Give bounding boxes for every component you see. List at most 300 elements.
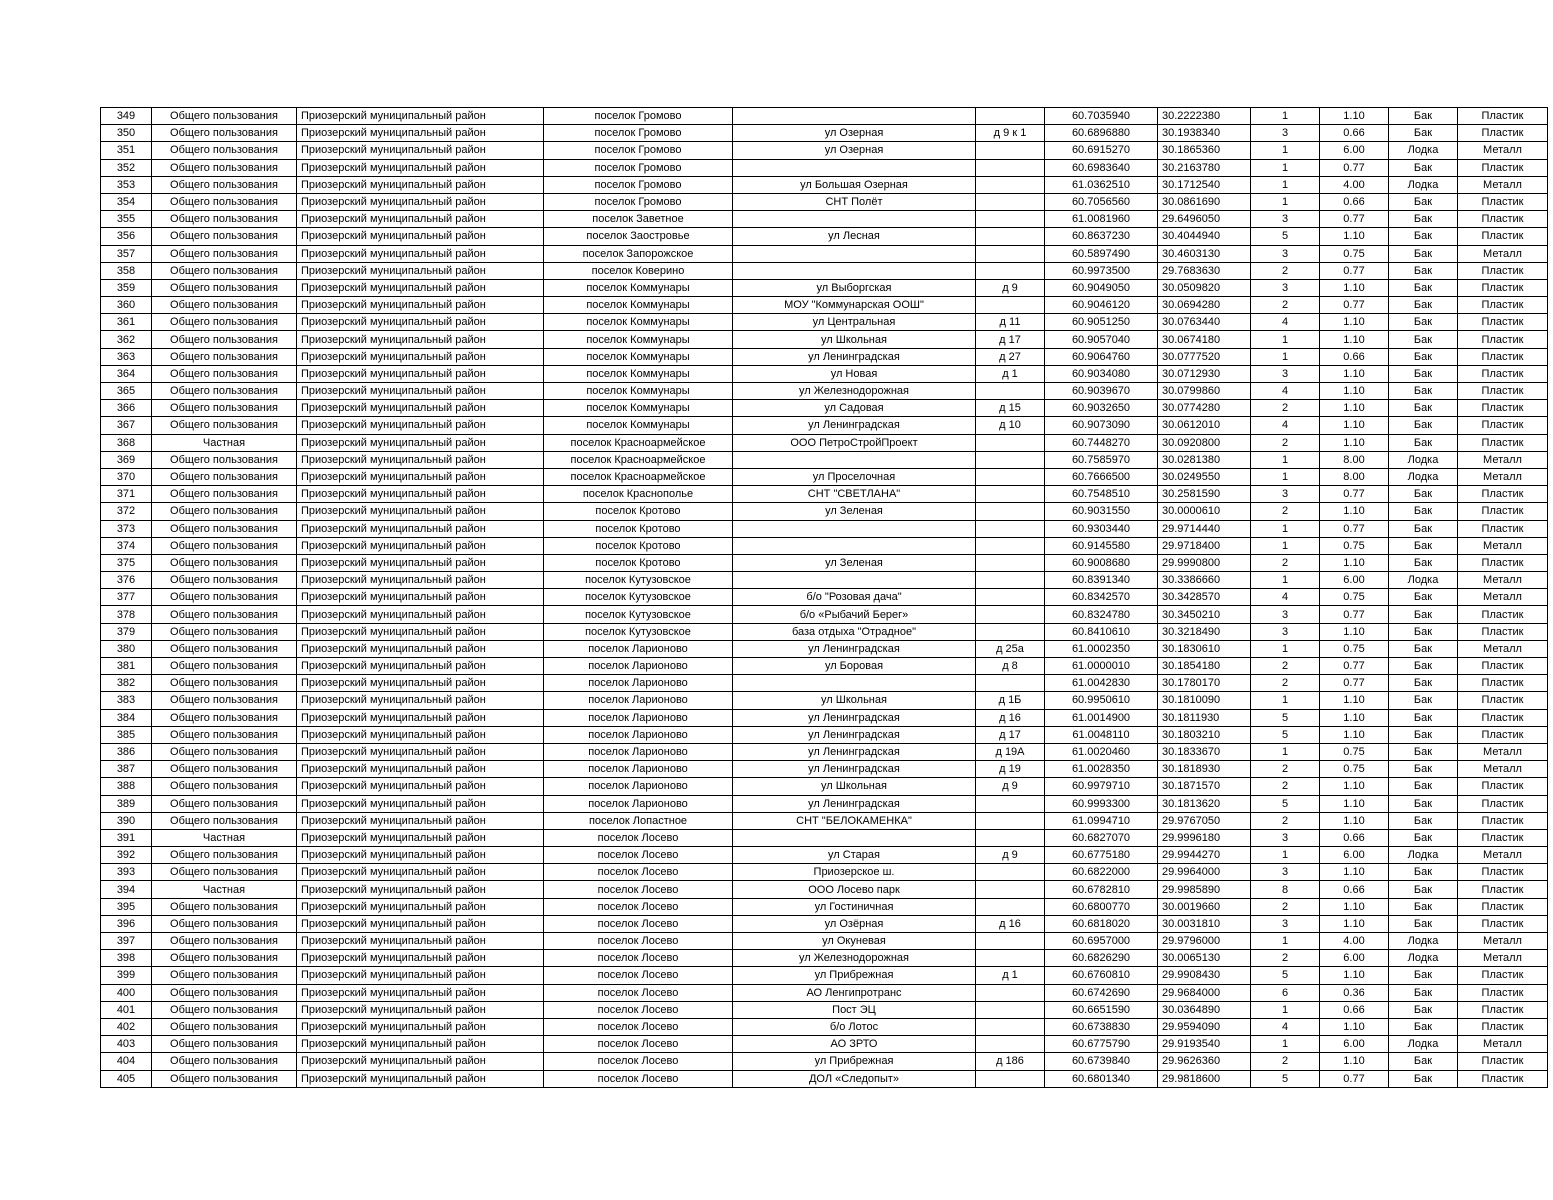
settlement-cell: поселок Коммунары bbox=[544, 383, 733, 400]
container-material-cell: Пластик bbox=[1458, 692, 1548, 709]
ownership-type-cell: Частная bbox=[152, 881, 297, 898]
district-cell: Приозерский муниципальный район bbox=[297, 1070, 544, 1087]
container-material-cell: Пластик bbox=[1458, 520, 1548, 537]
settlement-cell: поселок Красноармейское bbox=[544, 451, 733, 468]
house-number-cell: д 1 bbox=[976, 967, 1045, 984]
container-material-cell: Пластик bbox=[1458, 1018, 1548, 1035]
address-cell: ДОЛ «Следопыт» bbox=[733, 1070, 976, 1087]
container-type-cell: Лодка bbox=[1389, 142, 1458, 159]
latitude-cell: 60.9950610 bbox=[1045, 692, 1158, 709]
ownership-type-cell: Общего пользования bbox=[152, 572, 297, 589]
latitude-cell: 60.9993300 bbox=[1045, 795, 1158, 812]
longitude-cell: 29.9964000 bbox=[1158, 864, 1251, 881]
latitude-cell: 61.0000010 bbox=[1045, 658, 1158, 675]
address-cell: СНТ Полёт bbox=[733, 193, 976, 210]
table-row bbox=[101, 297, 1548, 314]
container-volume-cell: 6.00 bbox=[1320, 950, 1389, 967]
table-row bbox=[101, 108, 1548, 125]
latitude-cell: 60.8342570 bbox=[1045, 589, 1158, 606]
container-count-cell: 6 bbox=[1251, 984, 1320, 1001]
longitude-cell: 30.4603130 bbox=[1158, 245, 1251, 262]
ownership-type-cell: Общего пользования bbox=[152, 640, 297, 657]
district-cell: Приозерский муниципальный район bbox=[297, 503, 544, 520]
district-cell: Приозерский муниципальный район bbox=[297, 1018, 544, 1035]
settlement-cell: поселок Лосево bbox=[544, 1036, 733, 1053]
ownership-type-cell: Общего пользования bbox=[152, 933, 297, 950]
row-number-cell: 375 bbox=[101, 554, 152, 571]
row-number-cell: 387 bbox=[101, 761, 152, 778]
container-material-cell: Пластик bbox=[1458, 314, 1548, 331]
latitude-cell: 60.7666500 bbox=[1045, 468, 1158, 485]
settlement-cell: поселок Кротово bbox=[544, 537, 733, 554]
longitude-cell: 30.1818930 bbox=[1158, 761, 1251, 778]
ownership-type-cell: Общего пользования bbox=[152, 623, 297, 640]
longitude-cell: 30.1780170 bbox=[1158, 675, 1251, 692]
container-material-cell: Пластик bbox=[1458, 331, 1548, 348]
row-number-cell: 367 bbox=[101, 417, 152, 434]
container-count-cell: 3 bbox=[1251, 365, 1320, 382]
container-volume-cell: 4.00 bbox=[1320, 933, 1389, 950]
address-cell: база отдыха "Отрадное" bbox=[733, 623, 976, 640]
latitude-cell: 60.9008680 bbox=[1045, 554, 1158, 571]
container-count-cell: 2 bbox=[1251, 778, 1320, 795]
table-row bbox=[101, 812, 1548, 829]
container-type-cell: Бак bbox=[1389, 864, 1458, 881]
address-cell: СНТ "СВЕТЛАНА" bbox=[733, 486, 976, 503]
address-cell: Пост ЭЦ bbox=[733, 1001, 976, 1018]
ownership-type-cell: Общего пользования bbox=[152, 1001, 297, 1018]
container-type-cell: Бак bbox=[1389, 778, 1458, 795]
district-cell: Приозерский муниципальный район bbox=[297, 486, 544, 503]
settlement-cell: поселок Ларионово bbox=[544, 778, 733, 795]
house-number-cell: д 10 bbox=[976, 417, 1045, 434]
container-type-cell: Лодка bbox=[1389, 1036, 1458, 1053]
latitude-cell: 60.9057040 bbox=[1045, 331, 1158, 348]
latitude-cell: 60.6738830 bbox=[1045, 1018, 1158, 1035]
house-number-cell: д 19А bbox=[976, 743, 1045, 760]
container-type-cell: Бак bbox=[1389, 692, 1458, 709]
district-cell: Приозерский муниципальный район bbox=[297, 108, 544, 125]
container-count-cell: 3 bbox=[1251, 211, 1320, 228]
container-volume-cell: 0.66 bbox=[1320, 125, 1389, 142]
settlement-cell: поселок Ларионово bbox=[544, 726, 733, 743]
longitude-cell: 30.0612010 bbox=[1158, 417, 1251, 434]
row-number-cell: 396 bbox=[101, 915, 152, 932]
table-row bbox=[101, 228, 1548, 245]
container-volume-cell: 0.66 bbox=[1320, 348, 1389, 365]
district-cell: Приозерский муниципальный район bbox=[297, 348, 544, 365]
ownership-type-cell: Общего пользования bbox=[152, 847, 297, 864]
table-row bbox=[101, 623, 1548, 640]
settlement-cell: поселок Лосево bbox=[544, 933, 733, 950]
address-cell: СНТ "БЕЛОКАМЕНКА" bbox=[733, 812, 976, 829]
table-row bbox=[101, 881, 1548, 898]
address-cell: ул Ленинградская bbox=[733, 417, 976, 434]
ownership-type-cell: Общего пользования bbox=[152, 314, 297, 331]
address-cell: ул Школьная bbox=[733, 778, 976, 795]
district-cell: Приозерский муниципальный район bbox=[297, 761, 544, 778]
container-material-cell: Пластик bbox=[1458, 434, 1548, 451]
container-type-cell: Бак bbox=[1389, 417, 1458, 434]
latitude-cell: 60.6775180 bbox=[1045, 847, 1158, 864]
container-count-cell: 2 bbox=[1251, 761, 1320, 778]
table-row bbox=[101, 365, 1548, 382]
longitude-cell: 29.7683630 bbox=[1158, 262, 1251, 279]
container-material-cell: Пластик bbox=[1458, 383, 1548, 400]
address-cell: ул Выборгская bbox=[733, 279, 976, 296]
district-cell: Приозерский муниципальный район bbox=[297, 606, 544, 623]
longitude-cell: 29.9193540 bbox=[1158, 1036, 1251, 1053]
district-cell: Приозерский муниципальный район bbox=[297, 778, 544, 795]
settlement-cell: поселок Коммунары bbox=[544, 279, 733, 296]
address-cell: ул Ленинградская bbox=[733, 795, 976, 812]
container-material-cell: Пластик bbox=[1458, 829, 1548, 846]
longitude-cell: 29.9684000 bbox=[1158, 984, 1251, 1001]
container-volume-cell: 0.66 bbox=[1320, 1001, 1389, 1018]
container-material-cell: Металл bbox=[1458, 451, 1548, 468]
row-number-cell: 389 bbox=[101, 795, 152, 812]
ownership-type-cell: Общего пользования bbox=[152, 348, 297, 365]
container-count-cell: 1 bbox=[1251, 348, 1320, 365]
ownership-type-cell: Частная bbox=[152, 829, 297, 846]
ownership-type-cell: Общего пользования bbox=[152, 692, 297, 709]
address-cell: Приозерское ш. bbox=[733, 864, 976, 881]
address-cell: ул Лесная bbox=[733, 228, 976, 245]
container-count-cell: 1 bbox=[1251, 847, 1320, 864]
table-row bbox=[101, 503, 1548, 520]
ownership-type-cell: Общего пользования bbox=[152, 589, 297, 606]
latitude-cell: 60.8637230 bbox=[1045, 228, 1158, 245]
latitude-cell: 60.6957000 bbox=[1045, 933, 1158, 950]
address-cell bbox=[733, 451, 976, 468]
container-count-cell: 2 bbox=[1251, 262, 1320, 279]
container-count-cell: 2 bbox=[1251, 400, 1320, 417]
container-material-cell: Металл bbox=[1458, 1036, 1548, 1053]
house-number-cell bbox=[976, 933, 1045, 950]
address-cell: ул Прибрежная bbox=[733, 1053, 976, 1070]
container-type-cell: Бак bbox=[1389, 709, 1458, 726]
container-type-cell: Лодка bbox=[1389, 451, 1458, 468]
table-row bbox=[101, 984, 1548, 1001]
container-type-cell: Бак bbox=[1389, 331, 1458, 348]
container-volume-cell: 0.75 bbox=[1320, 589, 1389, 606]
row-number-cell: 381 bbox=[101, 658, 152, 675]
row-number-cell: 360 bbox=[101, 297, 152, 314]
house-number-cell bbox=[976, 159, 1045, 176]
settlement-cell: поселок Коммунары bbox=[544, 314, 733, 331]
ownership-type-cell: Общего пользования bbox=[152, 898, 297, 915]
ownership-type-cell: Общего пользования bbox=[152, 726, 297, 743]
longitude-cell: 29.9908430 bbox=[1158, 967, 1251, 984]
container-material-cell: Пластик bbox=[1458, 417, 1548, 434]
settlement-cell: поселок Кутузовское bbox=[544, 589, 733, 606]
longitude-cell: 30.0712930 bbox=[1158, 365, 1251, 382]
table-row bbox=[101, 142, 1548, 159]
latitude-cell: 60.6775790 bbox=[1045, 1036, 1158, 1053]
latitude-cell: 60.9064760 bbox=[1045, 348, 1158, 365]
address-cell: АО ЗРТО bbox=[733, 1036, 976, 1053]
container-volume-cell: 1.10 bbox=[1320, 778, 1389, 795]
container-material-cell: Пластик bbox=[1458, 658, 1548, 675]
district-cell: Приозерский муниципальный район bbox=[297, 537, 544, 554]
table-row bbox=[101, 795, 1548, 812]
latitude-cell: 60.6801340 bbox=[1045, 1070, 1158, 1087]
district-cell: Приозерский муниципальный район bbox=[297, 709, 544, 726]
table-row bbox=[101, 778, 1548, 795]
container-volume-cell: 1.10 bbox=[1320, 1018, 1389, 1035]
house-number-cell bbox=[976, 262, 1045, 279]
container-count-cell: 3 bbox=[1251, 125, 1320, 142]
table-row bbox=[101, 520, 1548, 537]
address-cell: ул Старая bbox=[733, 847, 976, 864]
settlement-cell: поселок Красноармейское bbox=[544, 434, 733, 451]
settlement-cell: поселок Кротово bbox=[544, 520, 733, 537]
container-material-cell: Пластик bbox=[1458, 228, 1548, 245]
longitude-cell: 30.0774280 bbox=[1158, 400, 1251, 417]
table-row bbox=[101, 761, 1548, 778]
district-cell: Приозерский муниципальный район bbox=[297, 193, 544, 210]
row-number-cell: 380 bbox=[101, 640, 152, 657]
house-number-cell bbox=[976, 675, 1045, 692]
container-count-cell: 2 bbox=[1251, 675, 1320, 692]
latitude-cell: 60.9303440 bbox=[1045, 520, 1158, 537]
container-material-cell: Пластик bbox=[1458, 1053, 1548, 1070]
container-count-cell: 4 bbox=[1251, 589, 1320, 606]
row-number-cell: 398 bbox=[101, 950, 152, 967]
container-count-cell: 1 bbox=[1251, 692, 1320, 709]
longitude-cell: 29.6496050 bbox=[1158, 211, 1251, 228]
house-number-cell: д 15 bbox=[976, 400, 1045, 417]
container-material-cell: Пластик bbox=[1458, 348, 1548, 365]
latitude-cell: 60.7585970 bbox=[1045, 451, 1158, 468]
district-cell: Приозерский муниципальный район bbox=[297, 967, 544, 984]
container-count-cell: 5 bbox=[1251, 709, 1320, 726]
settlement-cell: поселок Лосево bbox=[544, 1018, 733, 1035]
container-material-cell: Пластик bbox=[1458, 675, 1548, 692]
longitude-cell: 30.1810090 bbox=[1158, 692, 1251, 709]
row-number-cell: 356 bbox=[101, 228, 152, 245]
house-number-cell bbox=[976, 812, 1045, 829]
address-cell: ул Ленинградская bbox=[733, 709, 976, 726]
latitude-cell: 60.9979710 bbox=[1045, 778, 1158, 795]
address-cell: ул Новая bbox=[733, 365, 976, 382]
ownership-type-cell: Общего пользования bbox=[152, 279, 297, 296]
district-cell: Приозерский муниципальный район bbox=[297, 795, 544, 812]
ownership-type-cell: Общего пользования bbox=[152, 950, 297, 967]
longitude-cell: 29.9796000 bbox=[1158, 933, 1251, 950]
container-volume-cell: 6.00 bbox=[1320, 1036, 1389, 1053]
house-number-cell: д 25а bbox=[976, 640, 1045, 657]
house-number-cell: д 9 bbox=[976, 847, 1045, 864]
district-cell: Приозерский муниципальный район bbox=[297, 142, 544, 159]
container-type-cell: Бак bbox=[1389, 314, 1458, 331]
district-cell: Приозерский муниципальный район bbox=[297, 279, 544, 296]
latitude-cell: 60.6896880 bbox=[1045, 125, 1158, 142]
longitude-cell: 30.0763440 bbox=[1158, 314, 1251, 331]
district-cell: Приозерский муниципальный район bbox=[297, 331, 544, 348]
container-material-cell: Пластик bbox=[1458, 967, 1548, 984]
container-volume-cell: 1.10 bbox=[1320, 314, 1389, 331]
address-cell: ул Железнодорожная bbox=[733, 383, 976, 400]
district-cell: Приозерский муниципальный район bbox=[297, 245, 544, 262]
row-number-cell: 361 bbox=[101, 314, 152, 331]
address-cell: ул Окуневая bbox=[733, 933, 976, 950]
container-volume-cell: 1.10 bbox=[1320, 434, 1389, 451]
district-cell: Приозерский муниципальный район bbox=[297, 864, 544, 881]
latitude-cell: 60.7548510 bbox=[1045, 486, 1158, 503]
container-count-cell: 2 bbox=[1251, 554, 1320, 571]
container-material-cell: Пластик bbox=[1458, 915, 1548, 932]
district-cell: Приозерский муниципальный район bbox=[297, 881, 544, 898]
address-cell: ул Зеленая bbox=[733, 503, 976, 520]
settlement-cell: поселок Коммунары bbox=[544, 365, 733, 382]
ownership-type-cell: Общего пользования bbox=[152, 228, 297, 245]
ownership-type-cell: Общего пользования bbox=[152, 984, 297, 1001]
ownership-type-cell: Общего пользования bbox=[152, 1053, 297, 1070]
latitude-cell: 60.9049050 bbox=[1045, 279, 1158, 296]
latitude-cell: 60.6782810 bbox=[1045, 881, 1158, 898]
container-count-cell: 8 bbox=[1251, 881, 1320, 898]
row-number-cell: 368 bbox=[101, 434, 152, 451]
longitude-cell: 30.0281380 bbox=[1158, 451, 1251, 468]
house-number-cell: д 27 bbox=[976, 348, 1045, 365]
container-count-cell: 5 bbox=[1251, 228, 1320, 245]
address-cell: ул Гостиничная bbox=[733, 898, 976, 915]
ownership-type-cell: Общего пользования bbox=[152, 451, 297, 468]
container-volume-cell: 1.10 bbox=[1320, 812, 1389, 829]
table-row bbox=[101, 554, 1548, 571]
address-cell: ул Боровая bbox=[733, 658, 976, 675]
settlement-cell: поселок Ларионово bbox=[544, 743, 733, 760]
latitude-cell: 60.9073090 bbox=[1045, 417, 1158, 434]
table-row bbox=[101, 640, 1548, 657]
house-number-cell bbox=[976, 881, 1045, 898]
table-row bbox=[101, 262, 1548, 279]
house-number-cell bbox=[976, 520, 1045, 537]
address-cell: б/о Лотос bbox=[733, 1018, 976, 1035]
ownership-type-cell: Общего пользования bbox=[152, 537, 297, 554]
container-volume-cell: 1.10 bbox=[1320, 967, 1389, 984]
house-number-cell bbox=[976, 1001, 1045, 1018]
settlement-cell: поселок Лопастное bbox=[544, 812, 733, 829]
house-number-cell bbox=[976, 228, 1045, 245]
table-row bbox=[101, 692, 1548, 709]
container-volume-cell: 1.10 bbox=[1320, 864, 1389, 881]
address-cell: ул Прибрежная bbox=[733, 967, 976, 984]
row-number-cell: 373 bbox=[101, 520, 152, 537]
house-number-cell bbox=[976, 486, 1045, 503]
settlement-cell: поселок Громово bbox=[544, 108, 733, 125]
latitude-cell: 61.0042830 bbox=[1045, 675, 1158, 692]
container-type-cell: Лодка bbox=[1389, 468, 1458, 485]
container-volume-cell: 1.10 bbox=[1320, 228, 1389, 245]
district-cell: Приозерский муниципальный район bbox=[297, 812, 544, 829]
latitude-cell: 60.9031550 bbox=[1045, 503, 1158, 520]
house-number-cell bbox=[976, 383, 1045, 400]
container-material-cell: Пластик bbox=[1458, 262, 1548, 279]
latitude-cell: 60.8324780 bbox=[1045, 606, 1158, 623]
district-cell: Приозерский муниципальный район bbox=[297, 933, 544, 950]
container-count-cell: 2 bbox=[1251, 812, 1320, 829]
container-volume-cell: 0.77 bbox=[1320, 675, 1389, 692]
table-row bbox=[101, 486, 1548, 503]
longitude-cell: 29.9594090 bbox=[1158, 1018, 1251, 1035]
settlement-cell: поселок Заветное bbox=[544, 211, 733, 228]
container-volume-cell: 0.75 bbox=[1320, 245, 1389, 262]
container-type-cell: Бак bbox=[1389, 383, 1458, 400]
row-number-cell: 358 bbox=[101, 262, 152, 279]
container-type-cell: Бак bbox=[1389, 279, 1458, 296]
address-cell: АО Ленгипротранс bbox=[733, 984, 976, 1001]
container-material-cell: Металл bbox=[1458, 589, 1548, 606]
longitude-cell: 30.1833670 bbox=[1158, 743, 1251, 760]
container-count-cell: 3 bbox=[1251, 245, 1320, 262]
latitude-cell: 61.0048110 bbox=[1045, 726, 1158, 743]
container-material-cell: Металл bbox=[1458, 933, 1548, 950]
container-sites-table bbox=[100, 107, 1548, 1088]
container-count-cell: 1 bbox=[1251, 933, 1320, 950]
row-number-cell: 369 bbox=[101, 451, 152, 468]
settlement-cell: поселок Ларионово bbox=[544, 761, 733, 778]
table-row bbox=[101, 176, 1548, 193]
settlement-cell: поселок Ларионово bbox=[544, 640, 733, 657]
address-cell: ул Ленинградская bbox=[733, 640, 976, 657]
container-type-cell: Бак bbox=[1389, 228, 1458, 245]
settlement-cell: поселок Кутузовское bbox=[544, 606, 733, 623]
container-type-cell: Бак bbox=[1389, 503, 1458, 520]
ownership-type-cell: Общего пользования bbox=[152, 1036, 297, 1053]
container-count-cell: 1 bbox=[1251, 193, 1320, 210]
address-cell: ул Железнодорожная bbox=[733, 950, 976, 967]
ownership-type-cell: Общего пользования bbox=[152, 142, 297, 159]
row-number-cell: 355 bbox=[101, 211, 152, 228]
container-material-cell: Металл bbox=[1458, 468, 1548, 485]
settlement-cell: поселок Громово bbox=[544, 159, 733, 176]
district-cell: Приозерский муниципальный район bbox=[297, 417, 544, 434]
container-volume-cell: 1.10 bbox=[1320, 503, 1389, 520]
address-cell bbox=[733, 520, 976, 537]
container-material-cell: Пластик bbox=[1458, 795, 1548, 812]
longitude-cell: 30.3218490 bbox=[1158, 623, 1251, 640]
longitude-cell: 29.9718400 bbox=[1158, 537, 1251, 554]
settlement-cell: поселок Коммунары bbox=[544, 400, 733, 417]
address-cell: б/о «Рыбачий Берег» bbox=[733, 606, 976, 623]
row-number-cell: 371 bbox=[101, 486, 152, 503]
row-number-cell: 352 bbox=[101, 159, 152, 176]
latitude-cell: 60.7056560 bbox=[1045, 193, 1158, 210]
container-type-cell: Бак bbox=[1389, 829, 1458, 846]
container-count-cell: 2 bbox=[1251, 658, 1320, 675]
district-cell: Приозерский муниципальный район bbox=[297, 675, 544, 692]
house-number-cell bbox=[976, 211, 1045, 228]
settlement-cell: поселок Краснополье bbox=[544, 486, 733, 503]
address-cell bbox=[733, 245, 976, 262]
row-number-cell: 366 bbox=[101, 400, 152, 417]
district-cell: Приозерский муниципальный район bbox=[297, 898, 544, 915]
settlement-cell: поселок Ларионово bbox=[544, 709, 733, 726]
table-row bbox=[101, 950, 1548, 967]
row-number-cell: 378 bbox=[101, 606, 152, 623]
ownership-type-cell: Общего пользования bbox=[152, 1070, 297, 1087]
row-number-cell: 384 bbox=[101, 709, 152, 726]
container-volume-cell: 0.77 bbox=[1320, 658, 1389, 675]
table-row bbox=[101, 1001, 1548, 1018]
settlement-cell: поселок Лосево bbox=[544, 967, 733, 984]
address-cell bbox=[733, 537, 976, 554]
latitude-cell: 60.6760810 bbox=[1045, 967, 1158, 984]
longitude-cell: 30.0364890 bbox=[1158, 1001, 1251, 1018]
container-material-cell: Металл bbox=[1458, 176, 1548, 193]
